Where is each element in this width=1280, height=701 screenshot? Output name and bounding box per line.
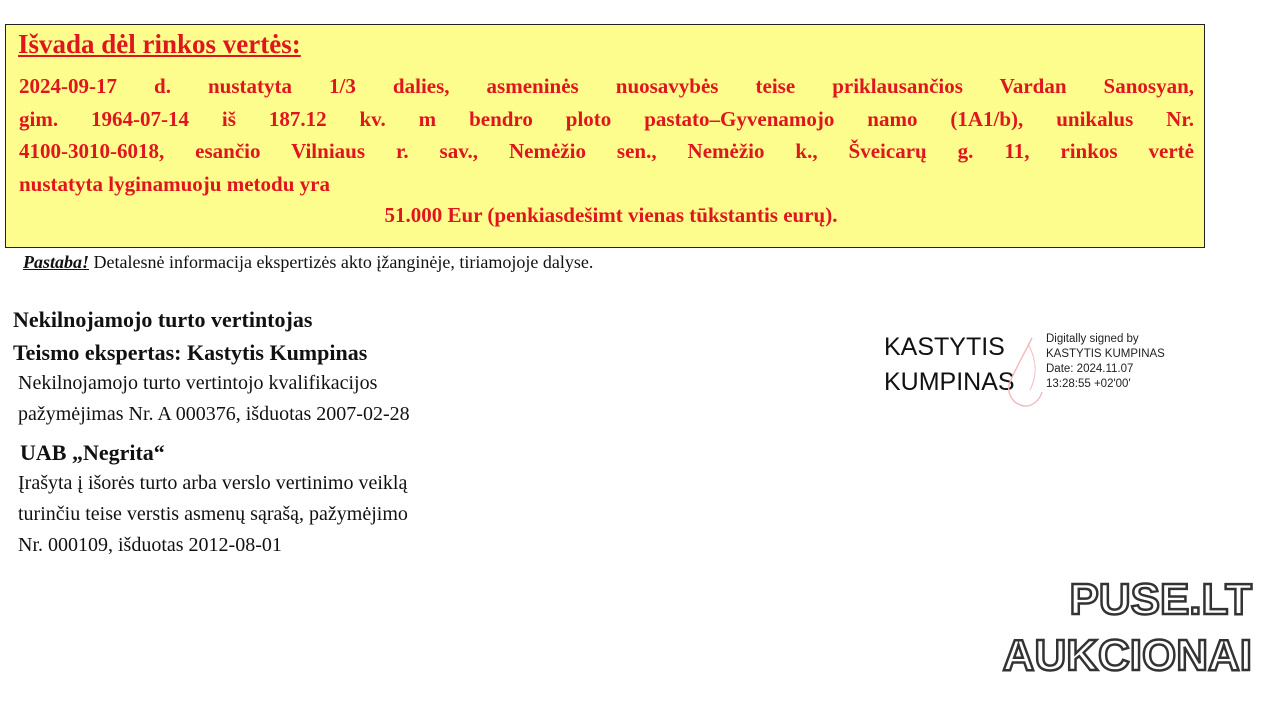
court-expert-name: Teismo ekspertas: Kastytis Kumpinas	[13, 340, 368, 365]
note-label: Pastaba!	[23, 252, 90, 272]
signature-detail-line: Date: 2024.11.07	[1046, 363, 1134, 375]
market-value-amount: 51.000 Eur (penkiasdešimt vienas tūkstantis eurų).	[384, 203, 838, 227]
signature-details	[1046, 332, 1165, 392]
watermark	[1003, 572, 1252, 684]
note	[23, 252, 593, 273]
signer-name-line: KUMPINAS	[884, 368, 1015, 396]
signature-detail-line: KASTYTIS KUMPINAS	[1046, 348, 1165, 360]
watermark-line: AUKCIONAI	[1002, 631, 1252, 680]
qualification-line: Nekilnojamojo turto vertintojo kvalifikacijos	[18, 372, 378, 394]
company-line: turinčiu teise verstis asmenų sąrašą, pažymėjimo	[18, 503, 408, 525]
signature-detail-line: Digitally signed by	[1046, 333, 1139, 345]
company-name: UAB „Negrita“	[20, 440, 165, 465]
appraiser-role: Nekilnojamojo turto vertintojas	[13, 307, 313, 332]
conclusion-line: gim. 1964-07-14 iš 187.12 kv. m bendro ploto pastato–Gyvenamojo namo (1A1/b), unikalus Nr.	[19, 106, 1194, 131]
market-value-conclusion-box	[5, 24, 1205, 248]
note-text: Detalesnė informacija ekspertizės akto įžanginėje, tiriamojoje dalyse.	[89, 252, 594, 272]
signer-name-line: KASTYTIS	[884, 333, 1005, 361]
conclusion-line: 2024-09-17 d. nustatyta 1/3 dalies, asmeninės nuosavybės teise priklausančios Vardan Sanosyan,	[19, 74, 1194, 98]
qualification-line: pažymėjimas Nr. A 000376, išduotas 2007-02-28	[18, 403, 410, 425]
signature-detail-line: 13:28:55 +02'00'	[1046, 378, 1131, 390]
conclusion-line: nustatyta lyginamuoju metodu yra	[19, 171, 330, 196]
company-line: Nr. 000109, išduotas 2012-08-01	[18, 534, 282, 556]
company-line: Įrašyta į išorės turto arba verslo vertinimo veiklą	[18, 472, 408, 494]
conclusion-body	[19, 70, 1194, 200]
signature-scribble-icon	[1002, 334, 1048, 410]
conclusion-heading: Išvada dėl rinkos vertės:	[18, 29, 301, 59]
watermark-line: PUSE.LT	[1069, 575, 1252, 624]
digital-signature	[884, 330, 1204, 410]
conclusion-line: 4100-3010-6018, esančio Vilniaus r. sav., Nemėžio sen., Nemėžio k., Šveicarų g. 11, rinkos vertė	[19, 139, 1194, 163]
signer-name	[884, 330, 1015, 400]
